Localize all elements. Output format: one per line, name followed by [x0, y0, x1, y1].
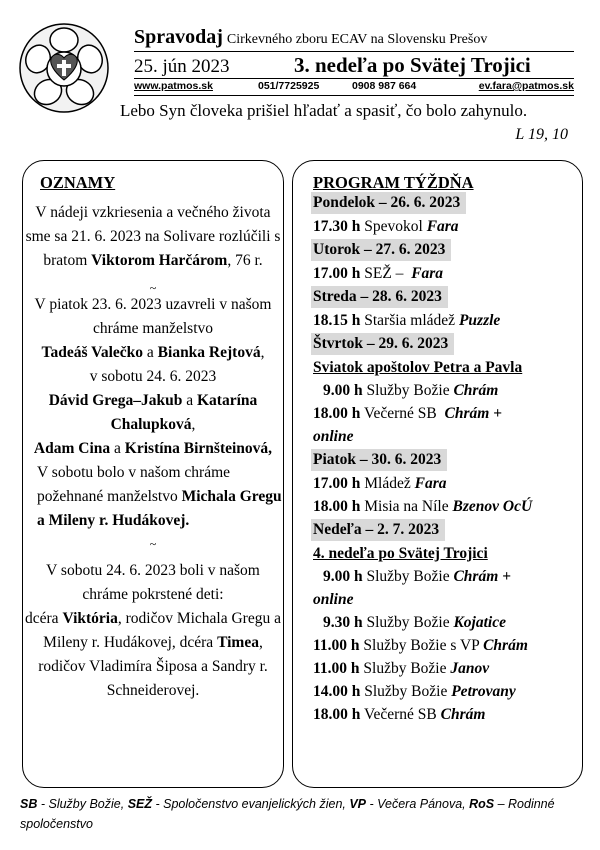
phone-landline: 051/7725925 [258, 80, 320, 92]
separator-tilde: ~ [149, 537, 157, 551]
abbr-sez-text: - Spoločenstvo evanjelických žien, [152, 797, 350, 811]
announcements-body [23, 201, 283, 703]
bride-name-1: Bianka Rejtová [157, 344, 261, 361]
conjunction: a [182, 392, 197, 409]
day-header: Streda – 28. 6. 2023 [311, 286, 448, 308]
comma: , [260, 344, 265, 361]
abbreviation-legend [20, 794, 580, 834]
day-header: Utorok – 27. 6. 2023 [311, 239, 451, 261]
schedule-item: 18.00 h Misia na Níle Bzenov OcÚ [313, 498, 533, 515]
verse-text: Lebo Syn človeka prišiel hľadať a spasiť, čo bolo zahynulo. [120, 101, 528, 120]
bride-name-3: Kristína Birnšteinová, [124, 440, 273, 457]
header-rule-top [134, 51, 574, 52]
schedule-item: 18.00 h Večerné SB Chrám [313, 706, 486, 723]
schedule-item-continuation: online [313, 428, 354, 445]
program-title: PROGRAM TÝŽDŇA [313, 173, 474, 192]
liturgical-week: 3. nedeľa po Svätej Trojici [294, 53, 531, 77]
schedule-item: 17.30 h Spevokol Fara [313, 218, 459, 235]
child-name-2: Timea [217, 634, 259, 651]
wedding-text-friday: V piatok 23. 6. 2023 uzavreli v našom chráme manželstvo [34, 296, 272, 337]
daughter-word: dcéra [25, 610, 63, 627]
announcements-box [22, 160, 284, 788]
schedule-item: 17.00 h SEŽ – Fara [313, 265, 444, 282]
separator-tilde: ~ [149, 281, 157, 295]
program-schedule [311, 191, 573, 726]
funeral-text: V nádeji vzkriesenia a večného života sme sa 21. 6. 2023 na Solivare rozlúčili s bratom [25, 204, 281, 269]
deceased-age: , 76 r. [227, 252, 263, 269]
wedding-notice-friday [23, 293, 283, 365]
feast-title: 4. nedeľa po Svätej Trojici [313, 545, 488, 562]
schedule-item: 11.00 h Služby Božie Janov [313, 660, 490, 677]
daughter-word: dcéra [179, 634, 218, 651]
rose-emblem-logo [18, 22, 110, 114]
schedule-item: 17.00 h Mládež Fara [313, 475, 447, 492]
conjunction: a [143, 344, 158, 361]
blessing-text: V sobotu bolo v našom chráme požehnané manželstvo [37, 464, 231, 505]
bible-verse [120, 100, 570, 143]
header-rule-bottom [134, 95, 574, 96]
schedule-item: 14.00 h Služby Božie Petrovany [313, 683, 516, 700]
groom-name-3: Adam Cina [33, 440, 111, 457]
day-header: Piatok – 30. 6. 2023 [311, 449, 447, 471]
feast-title: Sviatok apoštolov Petra a Pavla [313, 359, 523, 376]
verse-reference: L 19, 10 [515, 126, 568, 143]
parents-1: , rodičov Michala Gregu a Mileny r. Hudákovej, [43, 610, 281, 651]
wedding-notice-saturday [23, 365, 283, 461]
wedding-date-saturday: v sobotu 24. 6. 2023 [89, 368, 217, 385]
comma: , [191, 416, 196, 433]
contact-line [134, 80, 574, 96]
deceased-name: Viktorom Harčárom [91, 252, 228, 269]
abbr-ros-text: – Rodinné spoločenstvo [20, 797, 555, 831]
groom-name-2: Dávid Grega–Jakub [48, 392, 183, 409]
parents-2: , rodičov Vladimíra Šiposa a Sandry r. Schneiderovej. [38, 634, 268, 699]
abbr-ros: RoS [469, 797, 495, 811]
schedule-item: 18.00 h Večerné SB Chrám + [313, 405, 502, 422]
abbr-sb: SB [20, 797, 38, 811]
schedule-item: 11.00 h Služby Božie s VP Chrám [313, 637, 528, 654]
website-link[interactable]: www.patmos.sk [134, 80, 213, 92]
schedule-item: 9.30 h Služby Božie Kojatice [323, 614, 506, 631]
funeral-notice [23, 201, 283, 273]
masthead [134, 26, 487, 49]
day-header: Nedeľa – 2. 7. 2023 [311, 519, 445, 541]
baptism-notice [23, 559, 283, 703]
abbr-sb-text: - Služby Božie, [37, 797, 128, 811]
bride-name-2: Katarína Chalupková [110, 392, 258, 433]
schedule-item-continuation: online [313, 591, 354, 608]
abbr-vp-text: - Večera Pánova, [366, 797, 470, 811]
abbr-sez: SEŽ [127, 797, 153, 811]
email-link[interactable]: ev.fara@patmos.sk [478, 80, 574, 92]
weekly-program-box [292, 160, 583, 788]
header-rule-middle [134, 78, 574, 79]
baptism-text: V sobotu 24. 6. 2023 boli v našom chráme pokrstené deti: [46, 562, 260, 603]
child-name-1: Viktória [62, 610, 118, 627]
abbr-vp: VP [349, 797, 367, 811]
blessing-notice [23, 461, 283, 533]
schedule-item: 18.15 h Staršia mládež Puzzle [313, 312, 501, 329]
issue-date: 25. jún 2023 [134, 56, 230, 77]
conjunction: a [110, 440, 125, 457]
blessed-couple: Michala Gregu a Mileny r. Hudákovej. [37, 488, 282, 529]
phone-mobile: 0908 987 664 [352, 80, 417, 92]
newsletter-subtitle: Cirkevného zboru ECAV na Slovensku Prešov [226, 32, 488, 47]
newsletter-title: Spravodaj [134, 26, 223, 48]
day-header: Pondelok – 26. 6. 2023 [311, 192, 466, 214]
day-header: Štvrtok – 29. 6. 2023 [311, 333, 454, 355]
schedule-item: 9.00 h Služby Božie Chrám [323, 382, 499, 399]
announcements-title: OZNAMY [40, 173, 116, 192]
groom-name-1: Tadeáš Valečko [41, 344, 144, 361]
schedule-item: 9.00 h Služby Božie Chrám + [323, 568, 511, 585]
